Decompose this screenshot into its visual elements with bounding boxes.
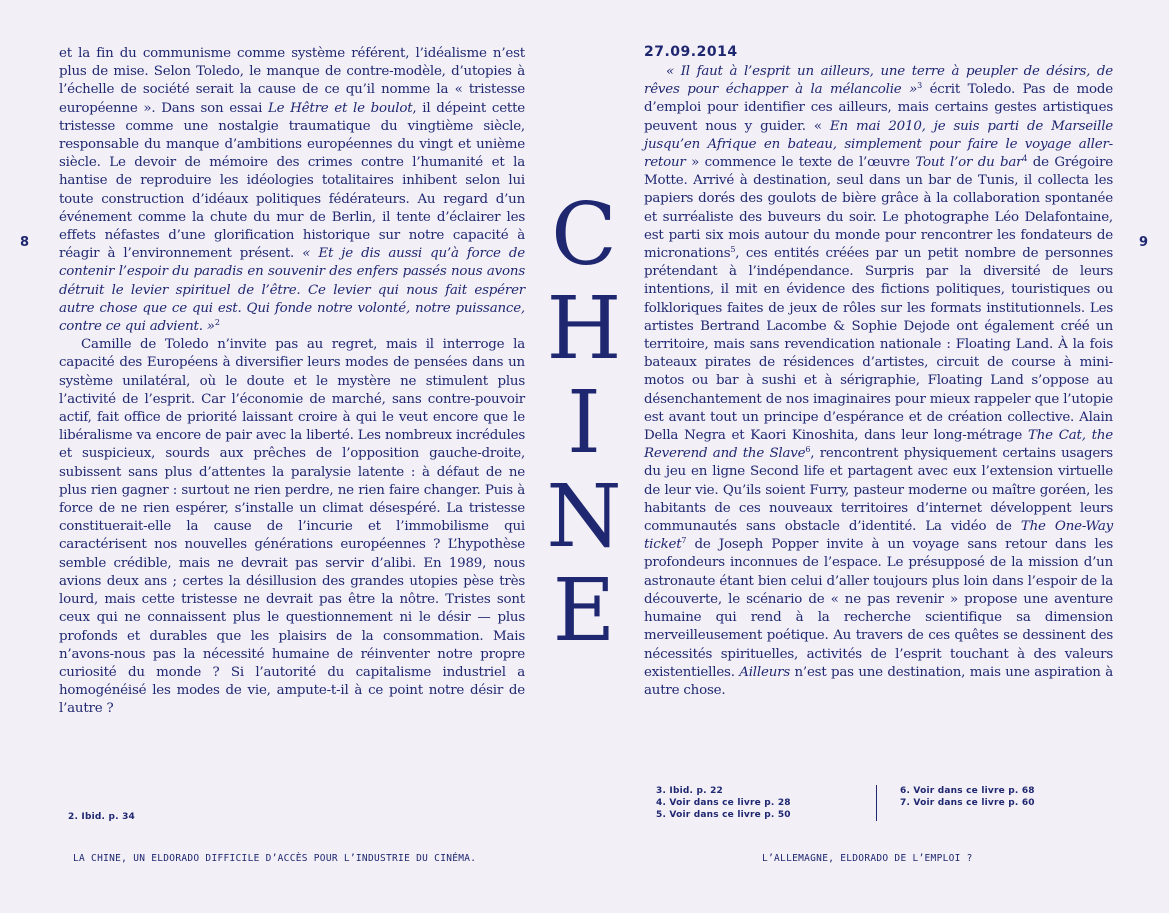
italic-run: « Et je dis aussi qu’à force de contenir l’espoir du paradis en souvenir des enfers passés nous avons détruit le levier spirituel de l’être. Ce levier qui nous fait espérer autre chose que ce qui est. Qui fonde notre volonté, notre puissance, contre ce qui advient. » <box>59 246 525 335</box>
left-page <box>0 0 584 913</box>
italic-run: The Cat, the Reverend and the Slave <box>644 428 1113 462</box>
text-run: , ces entités créées par un petit nombre de personnes prétendant à l’indépendance. Surpris par la diversité de leurs intentions, il mit en évidence des fictions politiques, touristiques ou folkloriques faites de jeux de rôles sur les formats institutionnels. Les artistes Bertrand Lacombe & Sophie Dejode ont également créé un territoire, mais sans revendication nationale : Floating Land. À la fois bateaux pirates de résidences d’artistes, circuit de course à mini-motos ou bar à sushi et à sérigraphie, Floating Land s’oppose au désenchantement de nos imaginaires pour mieux rappeler que l’utopie est avant tout un principe d’espérance et de création collective. Alain Della Negra et Kaori Kinoshita, dans leur long-métrage <box>644 246 1113 444</box>
footnote: 7. Voir dans ce livre p. 60 <box>900 798 1035 808</box>
text-run: de Grégoire Motte. Arrivé à destination, seul dans un bar de Tunis, il collecta les papiers dorés des goulots de bière grâce à la collaboration spontanée et surréaliste des buveurs du soir. Le photographe Léo Delafontaine, est parti six mois autour du monde pour rencontrer les fondateurs de micronations <box>644 155 1113 262</box>
italic-run: Le Hêtre et le boulot <box>267 100 413 116</box>
text-run: écrit Toledo. Pas de mode d’emploi pour identifier ces ailleurs, mais certains gestes artistiques peuvent nous y guider. « <box>644 82 1113 134</box>
left-body-text <box>59 45 525 719</box>
footnote: 5. Voir dans ce livre p. 50 <box>656 810 791 820</box>
title-letter: E <box>552 561 616 661</box>
entry-date: 27.09.2014 <box>644 44 738 60</box>
page-number-right: 9 <box>1139 235 1149 250</box>
right-body-text <box>644 63 1113 700</box>
footnote: 6. Voir dans ce livre p. 68 <box>900 786 1035 796</box>
title-letter: I <box>567 373 601 473</box>
footnote-ref: 3 <box>917 81 922 91</box>
left-paragraph-1 <box>59 45 525 336</box>
footnote: 2. Ibid. p. 34 <box>68 812 136 822</box>
footnote-ref: 6 <box>805 445 811 455</box>
text-run: » commence le texte de l’œuvre <box>685 155 916 171</box>
footnote-divider <box>876 785 877 821</box>
page-number-left: 8 <box>20 235 30 250</box>
right-footnotes-col2 <box>900 785 1035 809</box>
title-letter: N <box>546 467 622 567</box>
title-letter: H <box>546 279 622 379</box>
left-footnotes <box>68 811 135 823</box>
text-run: , il dépeint cette tristesse comme une nostalgie traumatique du vingtième siècle, responsable du manque d’ambitions européennes du vingt et unième siècle. Le devoir de mémoire des crimes contre l’humanité et la hantise de reproduire les idéologies totalitaires inhibent selon lui toute construction d’idéaux politiques fédérateurs. Au regard d’un événement comme la chute du mur de Berlin, il tente d’éclairer les effets néfastes d’une glorification historique sur notre capacité à réagir à l’environnement présent. <box>59 100 525 262</box>
left-paragraph-2 <box>59 336 525 718</box>
text-run: Camille de Toledo n’invite pas au regret, mais il interroge la capacité des Européens à diversifier leurs modes de pensées dans un système unilatéral, où le doute et le mystère ne stimulent plus l’activité de l’esprit. Car l’économie de marché, sans contre-pouvoir actif, fait office de priorité laissant croire à qui le veut encore que le libéralisme va encore de pair avec la liberté. Les nombreux incrédules et suspicieux, sourds aux prêches de l’opposition gauche-droite, subissent sans plus d’attentes la paralysie latente : à défaut de ne plus rien gagner : surtout ne rien perdre, ne rien faire changer. Puis à force de ne rien espérer, s’installe un climat désespéré. La tristesse constituerait-elle la cause de l’incurie et l’immobilisme qui caractérisent nos nouvelles générations européennes ? L’hypothèse semble crédible, mais ne devrait pas servir d’alibi. En 1989, nous avions deux ans ; certes la désillusion des grandes utopies pèse très lourd, mais cette tristesse ne devrait pas être la nôtre. Tristes sont ceux qui ne connaissent plus le questionnement ni le désir — plus profonds et durables que les plaisirs de la consommation. Mais n’avons-nous pas la nécessité humaine de réinventer notre propre curiosité du monde ? Si l’autorité du capitalisme industriel a homogénéisé les modes de vie, ampute-t-il à ce point notre désir de l’autre ? <box>59 337 525 717</box>
text-run: et la fin du communisme comme système référent, l’idéalisme n’est plus de mise. Selon Toledo, le manque de contre-modèle, d’utopies à l’échelle de société serait la cause de ce qu’il nomme la « tristesse européenne ». Dans son essai <box>59 46 525 116</box>
italic-run: « Il faut à l’esprit un ailleurs, une terre à peupler de désirs, de rêves pour échapper à la mélancolie » <box>644 64 1113 98</box>
italic-run: The One-Way ticket <box>644 519 1113 553</box>
footnote: 3. Ibid. p. 22 <box>656 786 724 796</box>
footnote-ref: 7 <box>681 536 687 546</box>
text-run: de Joseph Popper invite à un voyage sans retour dans les profondeurs inconnues de l’espace. Le présupposé de la mission d’un astronaute étant bien celui d’aller toujours plus loin dans l’espoir de la découverte, le scénario de « ne pas revenir » propose une aventure humaine qui rend à la recherche scientifique sa dimension merveilleusement poétique. Au travers de ces quêtes se dessinent des nécessités spirituelles, activités de l’esprit touchant à des valeurs existentielles. <box>644 537 1113 680</box>
italic-run: Tout l’or du bar <box>915 155 1023 171</box>
title-letter: C <box>551 185 617 285</box>
footnote-ref: 4 <box>1022 154 1028 164</box>
left-running-foot: LA CHINE, UN ELDORADO DIFFICILE D’ACCÈS POUR L’INDUSTRIE DU CINÉMA. <box>73 853 477 864</box>
right-paragraph-1 <box>644 63 1113 700</box>
text-run: n’est pas une destination, mais une aspiration à autre chose. <box>644 664 1113 698</box>
text-run: , rencontrent physiquement certains usagers du jeu en ligne Second life et partagent avec eux l’extension virtuelle de leur vie. Qu’ils soient Furry, pasteur moderne ou maître goréen, les habitants de ces nouveaux territoires d’internet développent leurs communautés sans obstacle d’identité. La vidéo de <box>644 446 1113 535</box>
italic-run: Ailleurs <box>739 664 790 680</box>
footnote-ref: 5 <box>730 245 736 255</box>
right-page <box>584 0 1169 913</box>
right-running-foot: L’ALLEMAGNE, ELDORADO DE L’EMPLOI ? <box>762 853 973 864</box>
footnote: 4. Voir dans ce livre p. 28 <box>656 798 791 808</box>
right-footnotes-col1 <box>656 785 791 821</box>
footnote-ref: 2 <box>214 318 220 328</box>
italic-run: En mai 2010, je suis parti de Marseille jusqu’en Afrique en bateau, simplement pour faire le voyage aller-retour <box>644 118 1114 171</box>
